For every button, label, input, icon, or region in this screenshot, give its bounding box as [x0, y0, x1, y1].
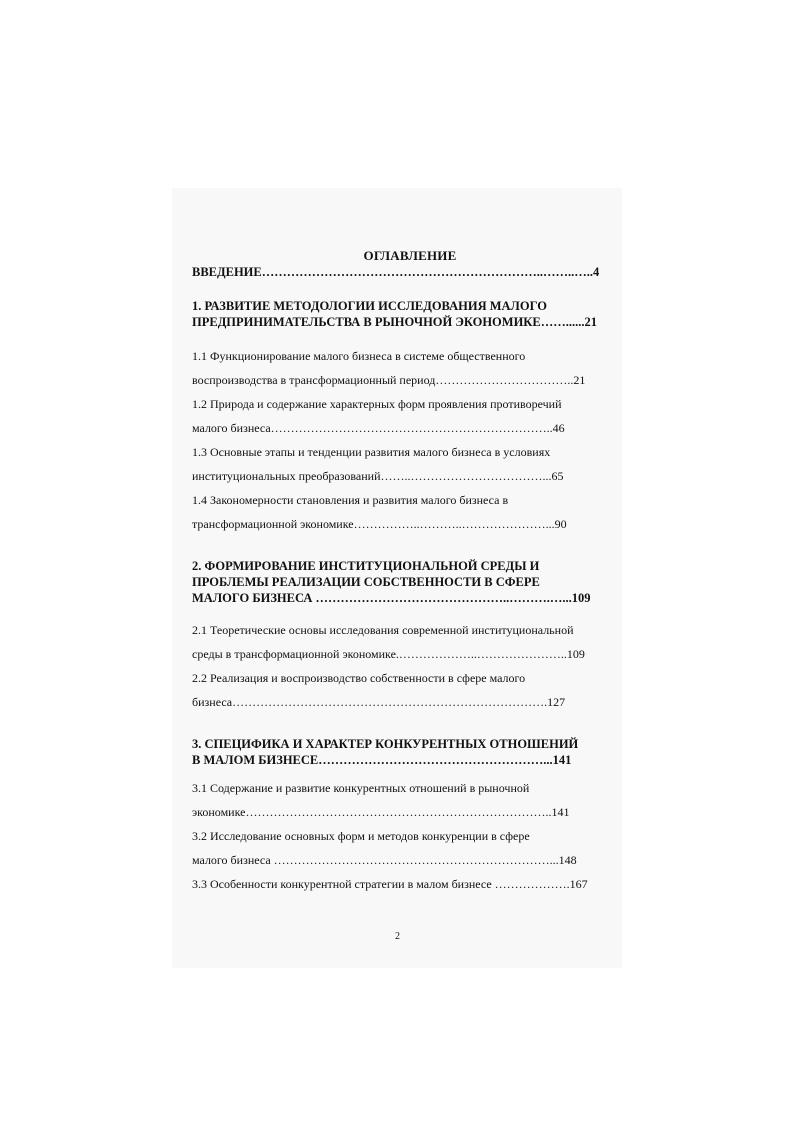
chapter-2-heading-line2[interactable]: ПРОБЛЕМЫ РЕАЛИЗАЦИИ СОБСТВЕННОСТИ В СФЕРЕ	[192, 575, 540, 589]
section-3-2-line1[interactable]: 3.2 Исследование основных форм и методов конкуренции в сфере	[192, 829, 530, 843]
section-1-4-line2[interactable]: трансформационной экономике……………..………..…………………...90	[192, 517, 567, 531]
chapter-1-heading-line1[interactable]: 1. РАЗВИТИЕ МЕТОДОЛОГИИ ИССЛЕДОВАНИЯ МАЛОГО	[192, 299, 547, 313]
section-3-2-line2[interactable]: малого бизнеса ……………………………………………………………...148	[192, 853, 577, 867]
section-2-1-line1[interactable]: 2.1 Теоретические основы исследования современной институциональной	[192, 623, 574, 637]
chapter-2-heading-line3[interactable]: МАЛОГО БИЗНЕСА ………………………………………..……….…...109	[192, 591, 591, 605]
table-of-contents	[192, 248, 628, 896]
section-1-1-line2[interactable]: воспроизводства в трансформационный период……………………………..21	[192, 373, 586, 387]
section-1-1-line1[interactable]: 1.1 Функционирование малого бизнеса в системе общественного	[192, 349, 526, 363]
section-1-3-line2[interactable]: институциональных преобразований……..……………………………...65	[192, 469, 564, 483]
section-2-2-line2[interactable]: бизнеса…………………………………………………………………….127	[192, 695, 566, 709]
section-1-3-line1[interactable]: 1.3 Основные этапы и тенденции развития малого бизнеса в условиях	[192, 445, 551, 459]
section-1-2-line2[interactable]: малого бизнеса……………………………………………………………..46	[192, 421, 565, 435]
section-2-1-line2[interactable]: среды в трансформационной экономике.………………..…………………..109	[192, 647, 585, 661]
section-3-1-line2[interactable]: экономике…………………………………………………………………..141	[192, 805, 570, 819]
chapter-3	[192, 736, 628, 896]
chapter-2-heading-line1[interactable]: 2. ФОРМИРОВАНИЕ ИНСТИТУЦИОНАЛЬНОЙ СРЕДЫ И	[192, 559, 540, 573]
section-2-2-line1[interactable]: 2.2 Реализация и воспроизводство собственности в сфере малого	[192, 671, 526, 685]
toc-title: ОГЛАВЛЕНИЕ	[363, 248, 457, 263]
chapter-2	[192, 558, 628, 714]
section-3-3-line1[interactable]: 3.3 Особенности конкурентной стратегии в малом бизнесе ……………….167	[192, 877, 588, 891]
page-number: 2	[395, 931, 400, 942]
section-1-4-line1[interactable]: 1.4 Закономерности становления и развития малого бизнеса в	[192, 493, 509, 507]
toc-intro-entry[interactable]: ВВЕДЕНИЕ…………………………………………………………..……..…..4	[192, 265, 600, 279]
chapter-1	[192, 298, 628, 536]
chapter-3-heading-line2[interactable]: В МАЛОМ БИЗНЕСЕ………………………………………………...141	[192, 753, 572, 767]
section-1-2-line1[interactable]: 1.2 Природа и содержание характерных форм проявления противоречий	[192, 397, 562, 411]
chapter-1-heading-line2[interactable]: ПРЕДПРИНИМАТЕЛЬСТВА В РЫНОЧНОЙ ЭКОНОМИКЕ……......21	[192, 315, 597, 329]
chapter-3-heading-line1[interactable]: 3. СПЕЦИФИКА И ХАРАКТЕР КОНКУРЕНТНЫХ ОТНОШЕНИЙ	[192, 737, 579, 751]
section-3-1-line1[interactable]: 3.1 Содержание и развитие конкурентных отношений в рыночной	[192, 781, 530, 795]
